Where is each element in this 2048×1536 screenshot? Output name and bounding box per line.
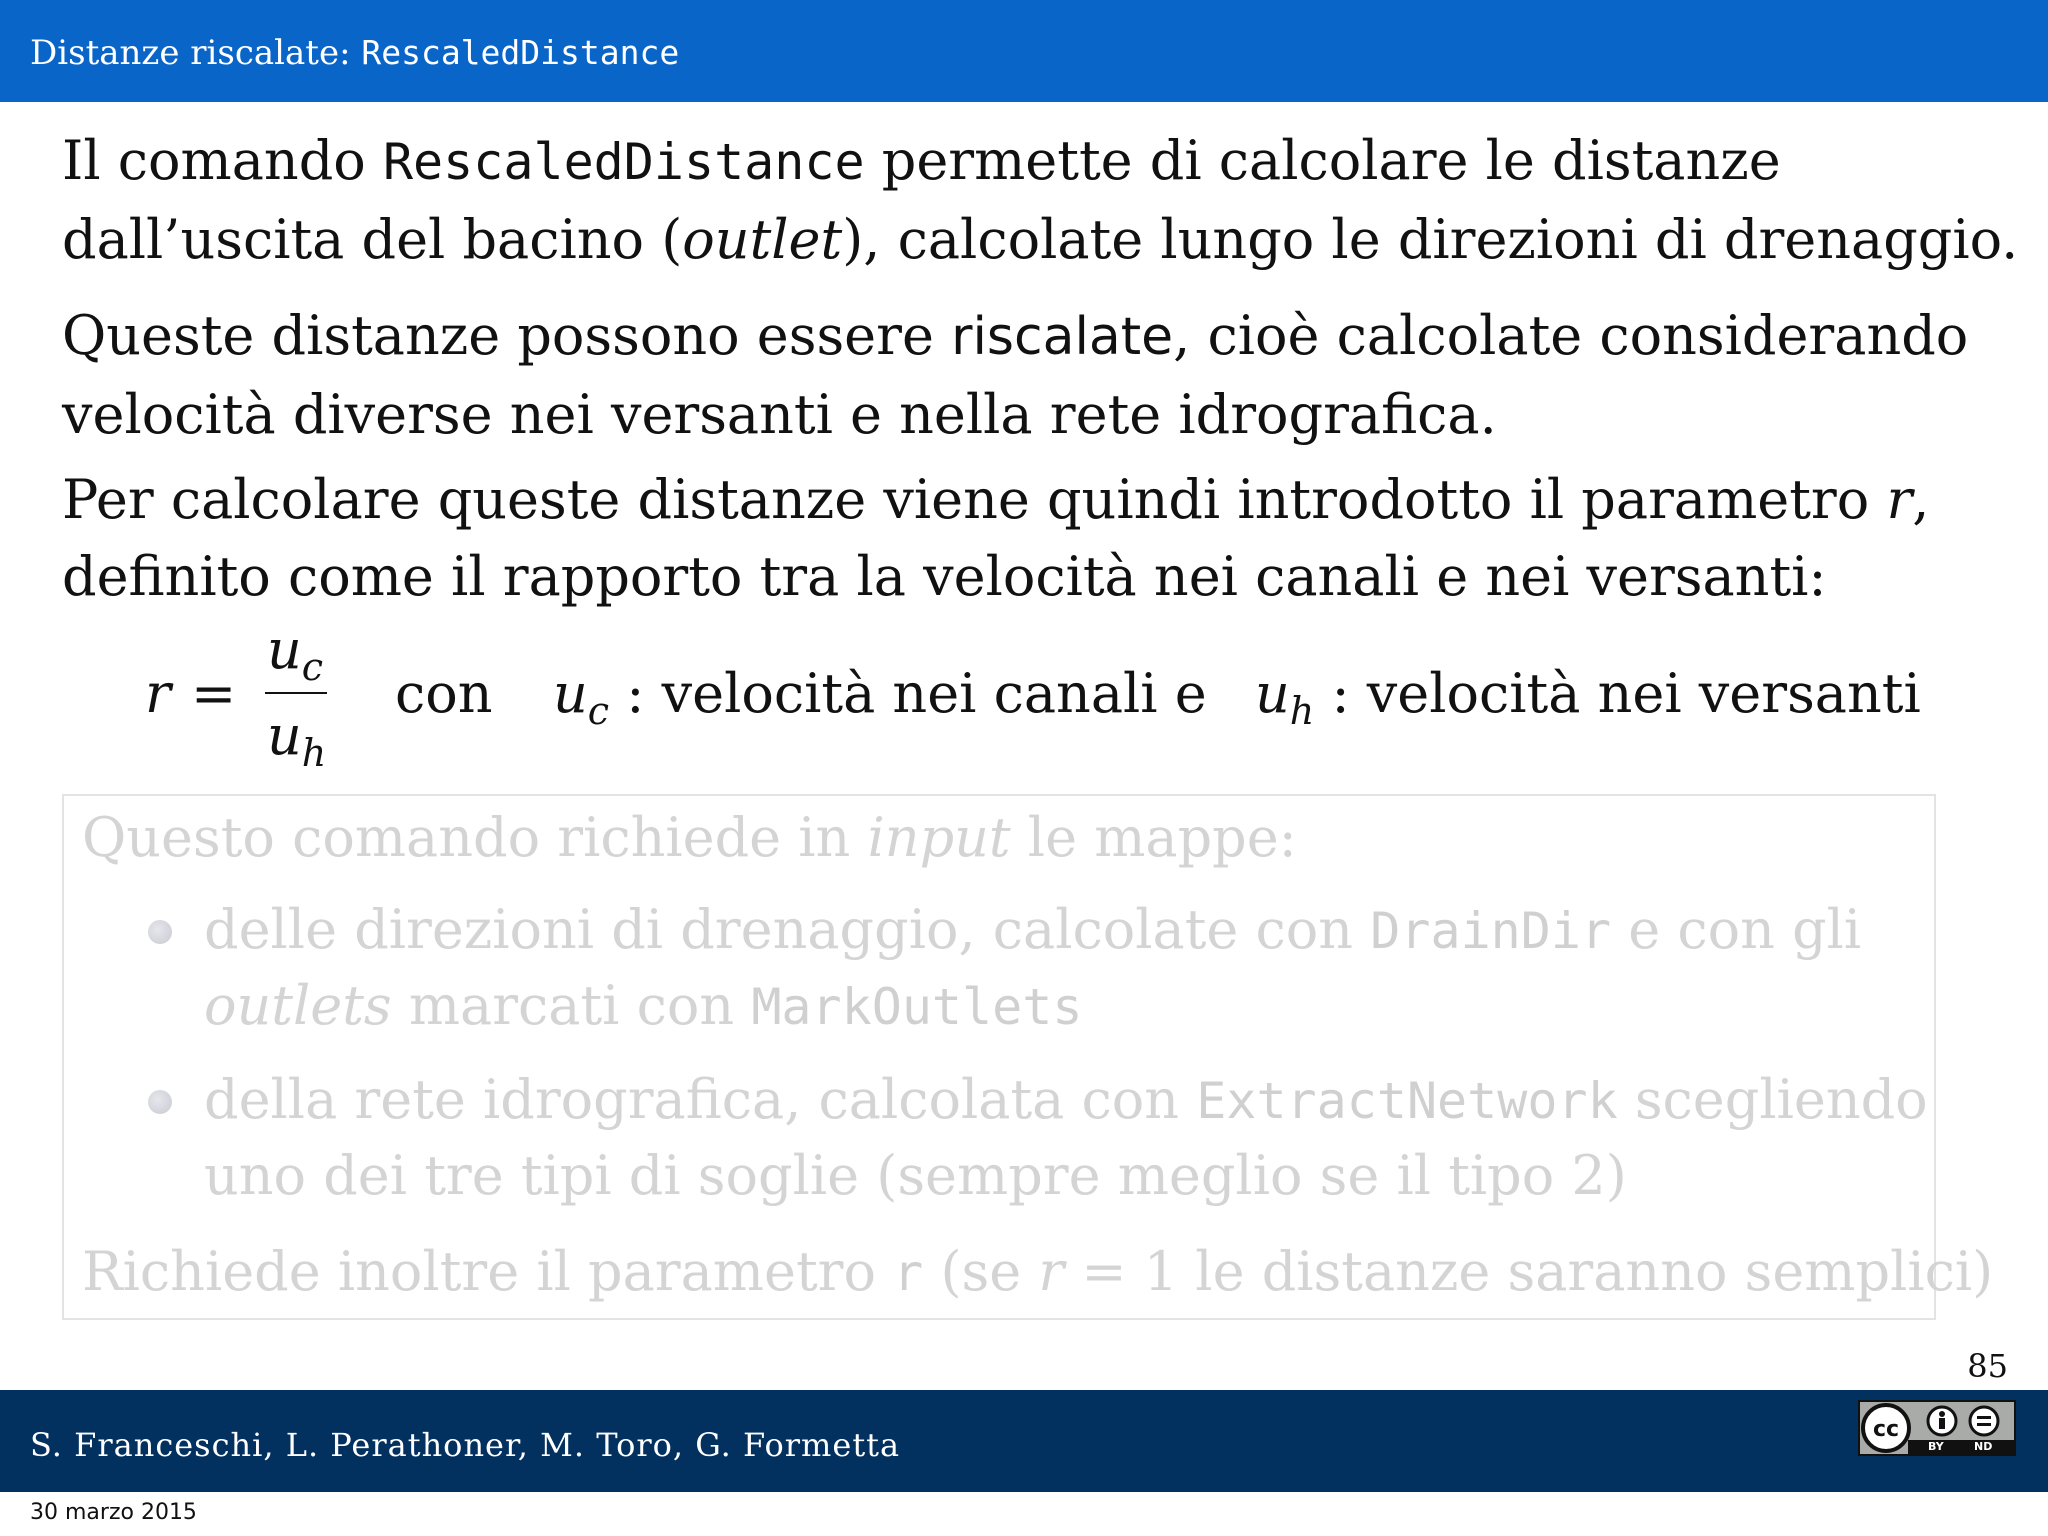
text-span: ), calcolate lungo le direzioni di drenaggio. — [842, 208, 2019, 271]
text-span: , cioè calcolate considerando — [1173, 304, 1969, 367]
title-command: RescaledDistance — [361, 33, 680, 72]
paragraph-1 — [62, 122, 2019, 278]
bullet-1-line-1: delle direzioni di drenaggio, calcolate con DrainDir e con gli — [204, 898, 1862, 961]
keyword-riscalate: riscalate — [951, 307, 1174, 367]
text-span: Per calcolare queste distanze viene quindi introdotto il parametro — [62, 468, 1870, 531]
text-span: permette di calcolare le distanze — [881, 129, 1781, 192]
fraction-denominator: $u_h$ — [267, 704, 327, 775]
title-prefix: Distanze riscalate: — [30, 33, 351, 73]
license-nd-label: ND — [1974, 1440, 1993, 1453]
input-requirements-box — [62, 794, 1994, 1320]
slide-header — [0, 0, 2048, 102]
bullet-icon — [148, 1090, 172, 1114]
paragraph-3 — [62, 461, 1992, 615]
page-number: 85 — [1967, 1347, 2008, 1385]
date: 30 marzo 2015 — [30, 1500, 197, 1525]
ratio-formula — [145, 618, 2005, 775]
bullet-2-line-1: della rete idrografica, calcolata con ExtractNetwork scegliendo — [204, 1068, 1928, 1131]
slide-title — [30, 33, 679, 73]
math-variable: r — [1886, 468, 1913, 531]
formula-equals: = — [191, 662, 237, 725]
paragraph-1-line-2 — [62, 201, 2019, 278]
bullet-2-line-2: uno dei tre tipi di soglie (sempre meglio se il tipo 2) — [204, 1144, 1627, 1207]
svg-text:cc: cc — [1872, 1417, 1900, 1442]
bullet-icon — [148, 920, 172, 944]
text-span: Il comando — [62, 129, 366, 192]
box-closing: Richiede inoltre il parametro r (se r = 1 le distanze saranno semplici) — [82, 1240, 1994, 1303]
authors: S. Franceschi, L. Perathoner, M. Toro, G. Formetta — [30, 1426, 901, 1464]
emphasis: outlet — [682, 208, 843, 271]
paragraph-2-line-1 — [62, 297, 1992, 376]
license-by-label: BY — [1928, 1440, 1944, 1453]
command-name: RescaledDistance — [382, 133, 865, 191]
uh-definition: $u_h$ : velocità nei versanti — [1255, 662, 1921, 733]
bullet-1-line-2: outlets marcati con MarkOutlets — [204, 974, 1083, 1037]
text-span: Queste distanze possono essere — [62, 304, 934, 367]
text-span: dall’uscita del bacino ( — [62, 208, 683, 271]
paragraph-3-line-1 — [62, 461, 1992, 538]
fraction-bar — [265, 692, 327, 694]
cc-by-nd-license-icon — [1858, 1400, 2016, 1456]
paragraph-3-line-2: definito come il rapporto tra la velocità nei canali e nei versanti: — [62, 545, 1827, 608]
uc-definition: $u_c$ : velocità nei canali e — [553, 662, 1207, 733]
fraction-numerator: $u_c$ — [267, 618, 324, 689]
formula-con: con — [395, 662, 493, 725]
text-span: , — [1912, 468, 1930, 531]
formula-lhs: r — [145, 662, 171, 725]
paragraph-1-line-1 — [62, 122, 1992, 201]
paragraph-2 — [62, 297, 1992, 453]
paragraph-2-line-2: velocità diverse nei versanti e nella rete idrografica. — [62, 383, 1497, 446]
slide-footer — [0, 1390, 2048, 1492]
box-intro: Questo comando richiede in input le mappe: — [82, 806, 1297, 869]
